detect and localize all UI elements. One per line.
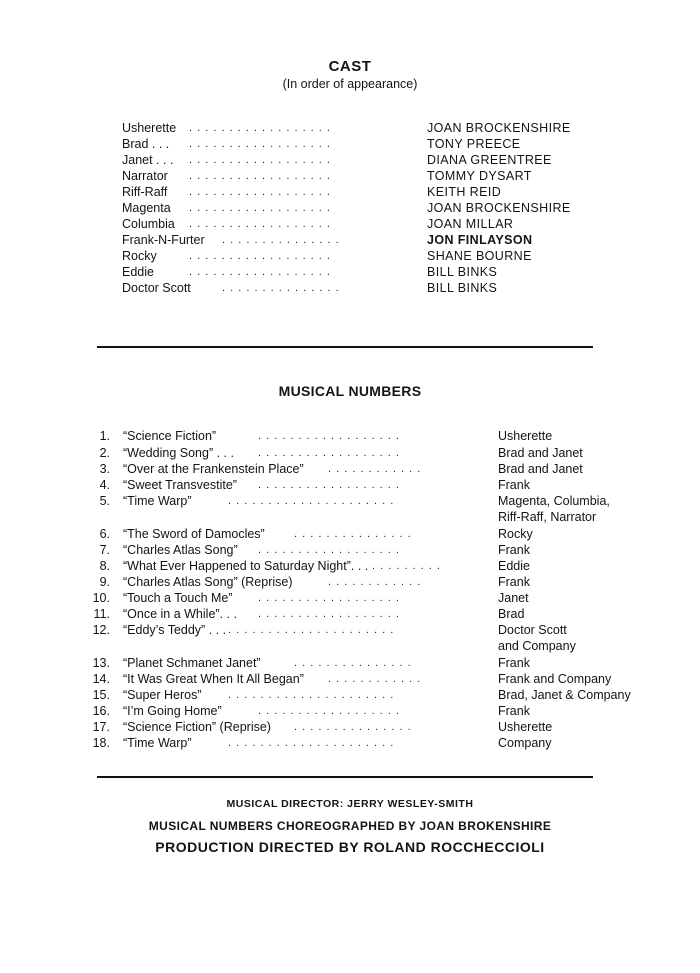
performer: Company — [498, 736, 552, 750]
cast-role: Doctor Scott — [122, 281, 191, 295]
dot-leader: . . . . . . . . . . . . . . . . . . . . . — [228, 689, 395, 701]
song-title: “Science Fiction” (Reprise) — [123, 720, 271, 734]
cast-role: Brad . . . — [122, 137, 170, 151]
cast-row — [0, 120, 700, 136]
performer: Eddie — [498, 559, 530, 573]
cast-actor: JON FINLAYSON — [427, 233, 533, 247]
performer-continued: Riff-Raff, Narrator — [498, 510, 597, 524]
song-title: “The Sword of Damocles” — [123, 527, 265, 541]
cast-role: Eddie — [122, 265, 154, 279]
cast-role: Columbia — [122, 217, 175, 231]
cast-row — [0, 264, 700, 280]
number-index: 13. — [92, 656, 110, 670]
dot-leader: . . . . . . . . . . . . . . . . . . — [189, 202, 331, 214]
number-index: 3. — [99, 462, 110, 476]
performer: Frank — [498, 656, 530, 670]
performer: Brad — [498, 607, 525, 621]
song-title: “Planet Schmanet Janet” — [123, 656, 261, 670]
dot-leader: . . . . . . . . . . . . . . . — [222, 282, 340, 294]
cast-row — [0, 168, 700, 184]
song-title: “Time Warp” — [123, 494, 192, 508]
performer: Frank — [498, 543, 530, 557]
cast-actor: DIANA GREENTREE — [427, 153, 552, 167]
number-index: 12. — [92, 623, 110, 637]
song-title: “I’m Going Home” — [123, 704, 222, 718]
cast-row — [0, 200, 700, 216]
song-title: “Wedding Song” . . . — [123, 446, 234, 460]
cast-role: Frank-N-Furter — [122, 233, 205, 247]
dot-leader: . . . . . . . . . . . . . . . — [222, 234, 340, 246]
dot-leader: . . . . . . . . . . . . . . . . . . — [189, 154, 331, 166]
dot-leader: . . . . . . . . . . . . . . . . . . — [258, 447, 400, 459]
number-index: 14. — [92, 672, 110, 686]
song-title: “Sweet Transvestite” — [123, 478, 237, 492]
cast-role: Riff-Raff — [122, 185, 168, 199]
cast-row — [0, 280, 700, 296]
choreography-credit: MUSICAL NUMBERS CHOREOGRAPHED BY JOAN BROKENSHIRE — [148, 819, 552, 833]
cast-actor: BILL BINKS — [427, 281, 498, 295]
performer: Usherette — [498, 429, 553, 443]
dot-leader: . . . . . . . . . . . . . . . . . . . . . — [228, 495, 395, 507]
musical-director-credit: MUSICAL DIRECTOR: JERRY WESLEY-SMITH — [226, 798, 474, 810]
cast-actor: KEITH REID — [427, 185, 502, 199]
dot-leader: . . . . . . . . . . . . . . . — [294, 528, 412, 540]
section-divider-bottom — [97, 776, 593, 778]
song-title: “Eddy’s Teddy” . . . — [123, 623, 227, 637]
song-title: “Charles Atlas Song” — [123, 543, 238, 557]
number-index: 9. — [99, 575, 110, 589]
cast-role: Narrator — [122, 169, 168, 183]
section-divider — [97, 346, 593, 348]
dot-leader: . . . . . . . . . . . . — [328, 576, 422, 588]
musical-numbers-heading: MUSICAL NUMBERS — [278, 383, 422, 399]
cast-actor: JOAN BROCKENSHIRE — [427, 201, 571, 215]
performer: Janet — [498, 591, 529, 605]
performer: Rocky — [498, 527, 533, 541]
performer: Doctor Scott — [498, 623, 567, 637]
dot-leader: . . . . . . . . . . . . — [328, 463, 422, 475]
dot-leader: . . . . . . . . . . . . . . . . . . — [189, 218, 331, 230]
performer: Frank and Company — [498, 672, 612, 686]
dot-leader: . . . . . . . . . . . . . . . . . . — [258, 479, 400, 491]
performer: Usherette — [498, 720, 553, 734]
dot-leader: . . . . . . . . . . . . . . . . . . — [258, 608, 400, 620]
number-index: 2. — [99, 446, 110, 460]
dot-leader: . . . . . . . . . . . . . . . . . . — [189, 138, 331, 150]
number-index: 11. — [93, 607, 110, 621]
cast-row — [0, 136, 700, 152]
dot-leader: . . . . . . . . . . . . . . . . . . — [189, 266, 331, 278]
performer: Brad and Janet — [498, 446, 583, 460]
number-index: 7. — [99, 543, 110, 557]
dot-leader: . . . . . . . . . . . . . . . — [294, 657, 412, 669]
number-index: 10. — [92, 591, 110, 605]
song-title: “What Ever Happened to Saturday Night”. . . — [123, 559, 369, 573]
performer: Frank — [498, 704, 530, 718]
cast-row — [0, 152, 700, 168]
song-title: “Once in a While”. . . — [123, 607, 237, 621]
performer: Brad, Janet & Company — [498, 688, 631, 702]
dot-leader: . . . . . . . . . . . . . . . . . . . . . — [228, 624, 395, 636]
song-title: “Science Fiction” — [123, 429, 217, 443]
performer: Brad and Janet — [498, 462, 583, 476]
song-title: “Time Warp” — [123, 736, 192, 750]
cast-actor: BILL BINKS — [427, 265, 498, 279]
cast-role: Usherette — [122, 121, 177, 135]
number-index: 8. — [99, 559, 110, 573]
dot-leader: . . . . . . . . . . . . — [328, 673, 422, 685]
cast-role: Janet . . . — [122, 153, 174, 167]
dot-leader: . . . . . . . . . . . . . . . . . . — [189, 186, 331, 198]
dot-leader: . . . . . . . . . . . . . . . . . . — [189, 250, 331, 262]
dot-leader: . . . . . . . . . . . . . . . . . . — [189, 170, 331, 182]
dot-leader: . . . . . . . . . . . . . . . . . . — [189, 122, 331, 134]
cast-heading: CAST — [328, 58, 372, 75]
dot-leader: . . . . . . . . . . . . . . . . . . — [258, 430, 400, 442]
cast-row — [0, 248, 700, 264]
dot-leader: . . . . . . . . . . . . . . . . . . — [258, 544, 400, 556]
number-index: 5. — [99, 494, 110, 508]
dot-leader: . . . . . . . . . . . . . . . . . . — [258, 592, 400, 604]
performer: Frank — [498, 478, 530, 492]
number-index: 1. — [99, 429, 110, 443]
cast-row — [0, 232, 700, 248]
song-title: “Super Heros” — [123, 688, 202, 702]
performer-continued: and Company — [498, 639, 576, 653]
cast-actor: JOAN MILLAR — [427, 217, 514, 231]
number-index: 15. — [92, 688, 110, 702]
performer: Magenta, Columbia, — [498, 494, 610, 508]
number-index: 16. — [92, 704, 110, 718]
number-index: 6. — [99, 527, 110, 541]
production-credit: PRODUCTION DIRECTED BY ROLAND ROCCHECCIOLI — [155, 839, 545, 855]
song-title: “It Was Great When It All Began” — [123, 672, 304, 686]
number-index: 18. — [92, 736, 110, 750]
cast-row — [0, 216, 700, 232]
cast-role: Rocky — [122, 249, 157, 263]
song-title: “Over at the Frankenstein Place” — [123, 462, 304, 476]
song-title: “Charles Atlas Song” (Reprise) — [123, 575, 293, 589]
cast-subheading: (In order of appearance) — [282, 77, 418, 91]
dot-leader: . . . . . . . . . . . . . . . — [294, 721, 412, 733]
dot-leader: . . . . . . . . . . . . . . . . . . . . . — [228, 737, 395, 749]
cast-row — [0, 184, 700, 200]
cast-actor: JOAN BROCKENSHIRE — [427, 121, 571, 135]
number-index: 17. — [92, 720, 110, 734]
performer: Frank — [498, 575, 530, 589]
dot-leader: . . . . . . . . . — [372, 560, 441, 572]
cast-actor: SHANE BOURNE — [427, 249, 532, 263]
number-index: 4. — [99, 478, 110, 492]
dot-leader: . . . . . . . . . . . . . . . . . . — [258, 705, 400, 717]
cast-role: Magenta — [122, 201, 171, 215]
song-title: “Touch a Touch Me” — [123, 591, 233, 605]
cast-actor: TONY PREECE — [427, 137, 521, 151]
cast-actor: TOMMY DYSART — [427, 169, 532, 183]
